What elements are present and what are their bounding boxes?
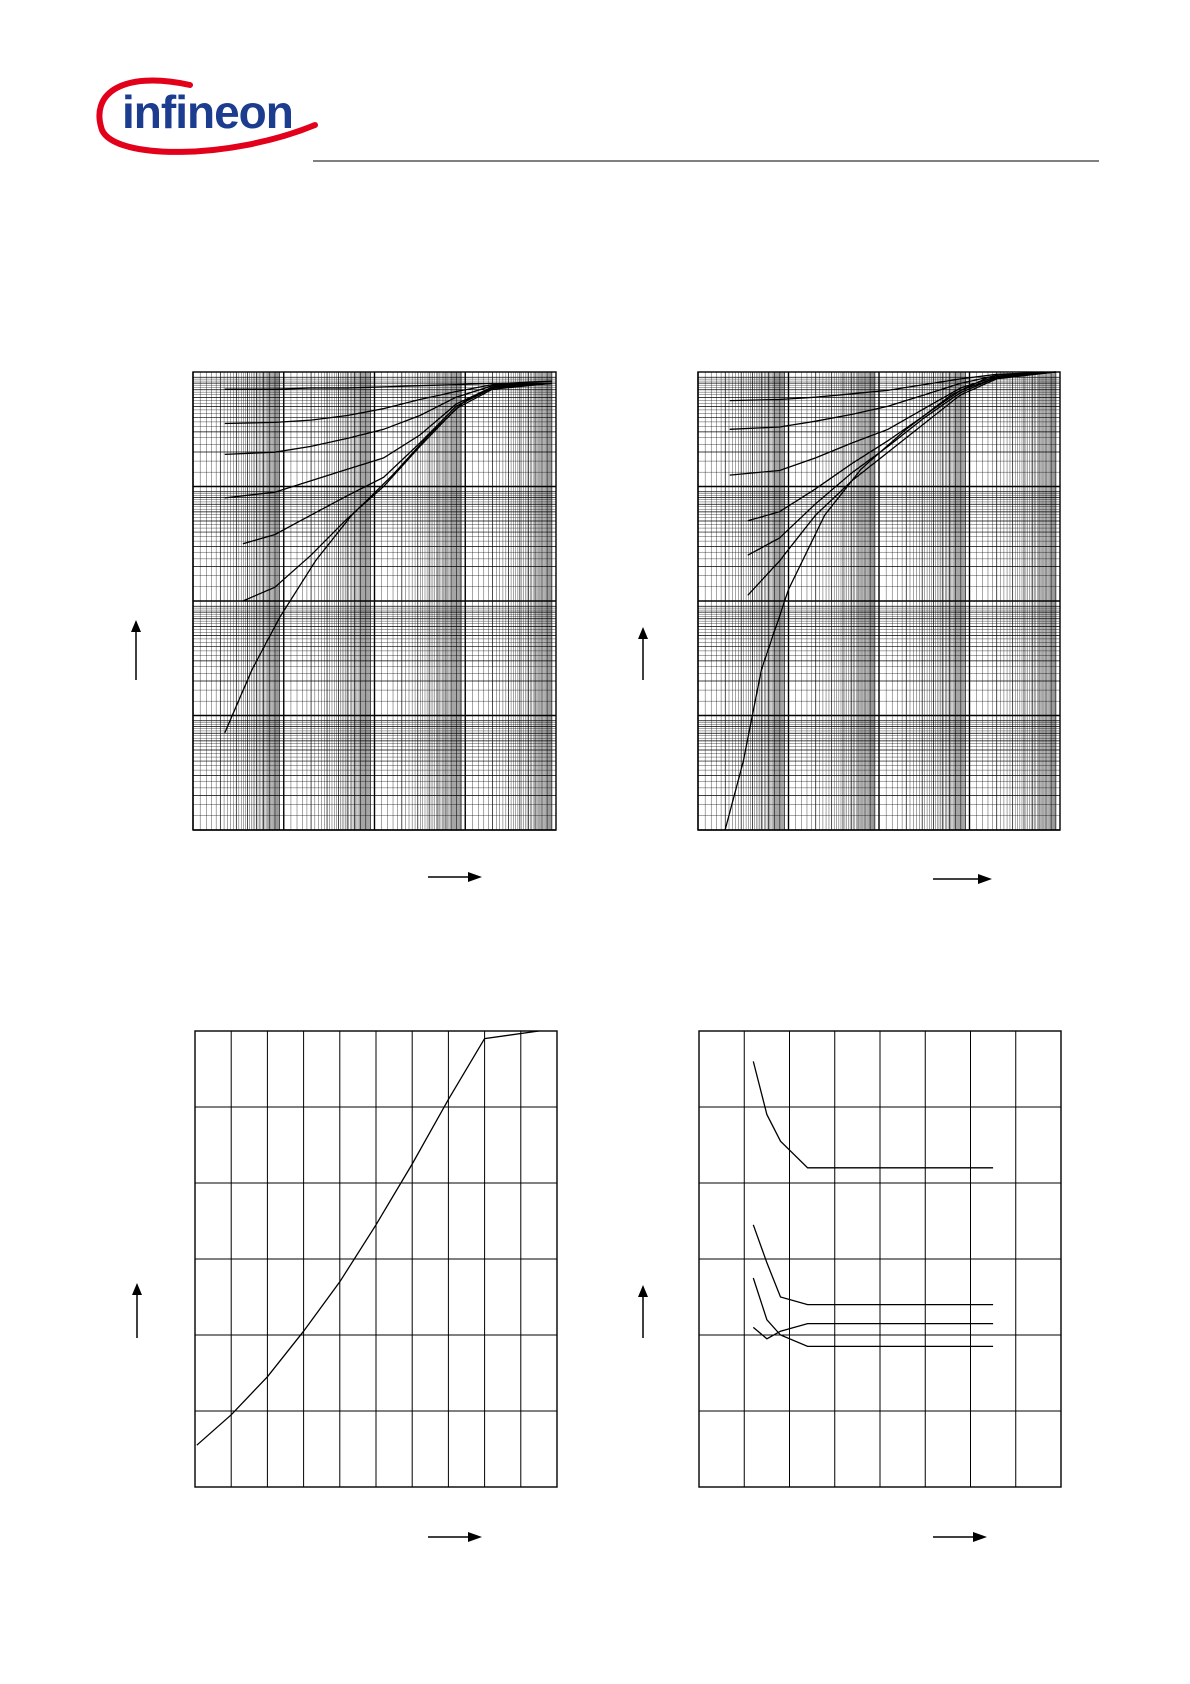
- logo: [99, 81, 315, 152]
- series-line-3: [243, 383, 552, 543]
- y-axis-arrow-top-left: [131, 620, 141, 680]
- chart-grid: [698, 372, 1060, 830]
- chart-grid: [699, 1031, 1061, 1487]
- x-axis-arrow-top-right: [933, 874, 992, 884]
- series-line-4: [748, 372, 1056, 521]
- chart-bottom-left: [195, 1031, 557, 1487]
- series-line-2: [748, 372, 1056, 595]
- y-axis-arrow-top-right: [638, 627, 648, 680]
- chart-top-left: [193, 372, 556, 830]
- x-axis-arrow-top-left: [428, 872, 482, 882]
- chart-grid: [195, 1031, 557, 1487]
- x-axis-arrow-bottom-right: [933, 1532, 987, 1542]
- chart-bottom-right: [699, 1031, 1061, 1487]
- series-line-2: [243, 383, 552, 601]
- series-line-3: [748, 372, 1056, 555]
- logo-text: infineon: [122, 86, 293, 138]
- y-axis-arrow-bottom-right: [638, 1285, 648, 1338]
- x-axis-arrow-bottom-left: [428, 1532, 482, 1542]
- series-line-1: [197, 1031, 539, 1445]
- chart-grid: [193, 372, 556, 830]
- chart-top-right: [698, 372, 1060, 830]
- y-axis-arrow-bottom-left: [132, 1283, 142, 1338]
